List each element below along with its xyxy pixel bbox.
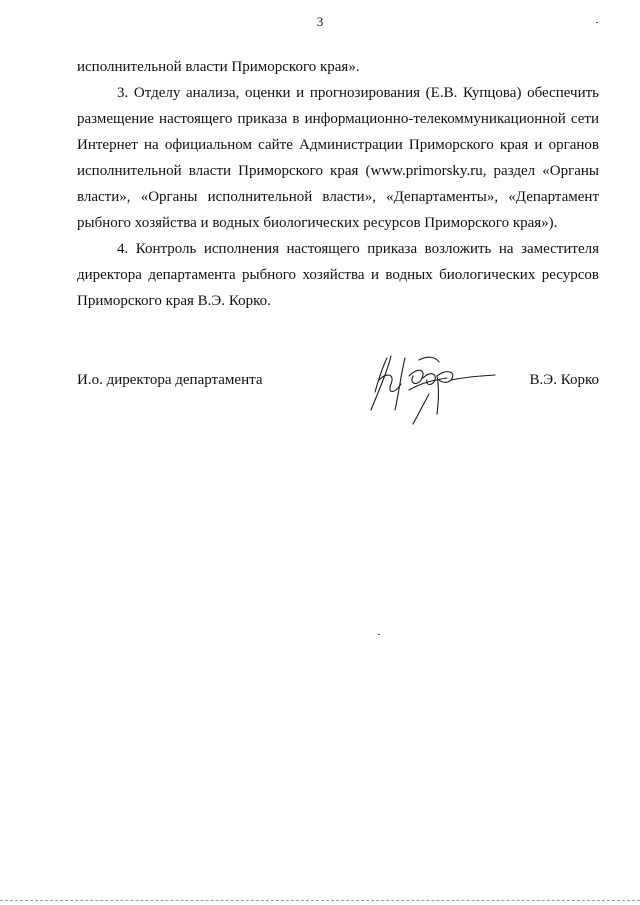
scan-bottom-edge [0,900,640,901]
scan-speck [596,22,598,23]
paragraph-item-4: 4. Контроль исполнения настоящего приказа возложить на заместителя директора департамента рыбного хозяйства и водных биологических ресурсов Приморского края В.Э. Корко. [77,241,599,309]
signatory-name: В.Э. Корко [529,372,599,388]
page-number: 3 [316,14,324,29]
signatory-title: И.о. директора департамента [77,372,263,388]
paragraph-item-3: 3. Отделу анализа, оценки и прогнозирования (Е.В. Купцова) обеспечить размещение настоящего приказа в информационно-телекоммуникационной сети Интернет на официальном сайте Администрации Приморского края и органов исполнительной власти Приморского края (www.primorsky.ru, раздел «Органы власти», «Органы исполнительной власти», «Департаменты», «Департамент рыбного хозяйства и водных биологических ресурсов Приморского края»). [77,85,599,231]
scan-speck [378,634,380,635]
paragraph-continuation: исполнительной власти Приморского края». [77,59,360,75]
document-body [77,54,599,314]
handwritten-signature [365,350,505,430]
